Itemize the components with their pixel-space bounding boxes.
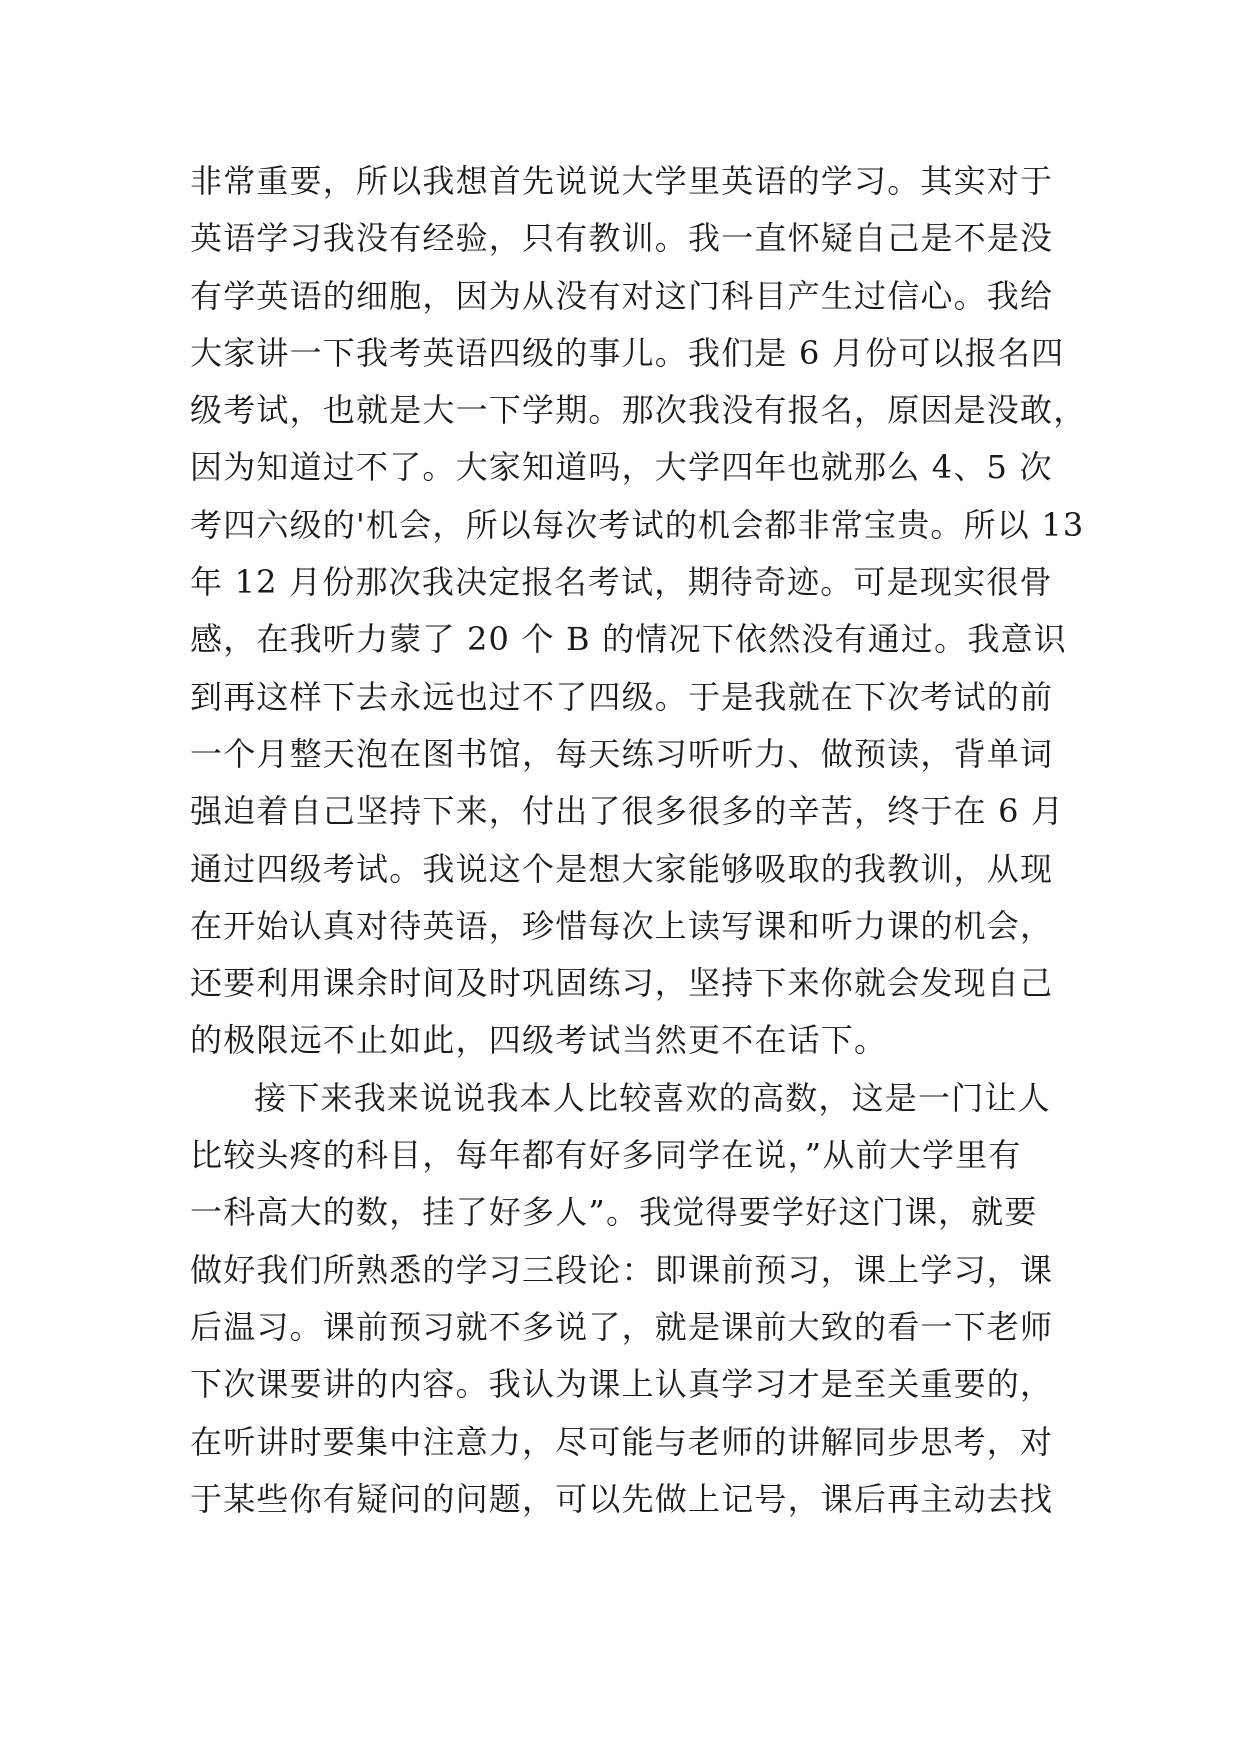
text-line: 还要利用课余时间及时巩固练习，坚持下来你就会发现自己: [190, 964, 1054, 1003]
text-line: 大家讲一下我考英语四级的事儿。我们是 6 月份可以报名四: [190, 333, 1065, 372]
text-line: 下次课要讲的内容。我认为课上认真学习才是至关重要的，: [190, 1365, 1054, 1404]
text-line: 在听讲时要集中注意力，尽可能与老师的讲解同步思考，对: [190, 1422, 1054, 1461]
text-line: 因为知道过不了。大家知道吗，大学四年也就那么 4、5 次: [190, 448, 1053, 487]
text-line: 做好我们所熟悉的学习三段论：即课前预习，课上学习，课: [190, 1250, 1054, 1289]
text-line: 比较头疼的科目，每年都有好多同学在说，”从前大学里有: [190, 1136, 1022, 1175]
text-line: 在开始认真对待英语，珍惜每次上读写课和听力课的机会，: [190, 906, 1054, 945]
text-line: 英语学习我没有经验，只有教训。我一直怀疑自己是不是没: [190, 219, 1054, 258]
text-line: 通过四级考试。我说这个是想大家能够吸取的我教训，从现: [190, 849, 1054, 888]
paragraph-start-line: 接下来我来说说我本人比较喜欢的高数，这是一门让人: [254, 1078, 1051, 1117]
text-line: 非常重要，所以我想首先说说大学里英语的学习。其实对于: [190, 162, 1054, 200]
text-line: 感，在我听力蒙了 20 个 B 的情况下依然没有通过。我意识: [190, 620, 1067, 659]
text-line: 到再这样下去永远也过不了四级。于是我就在下次考试的前: [190, 677, 1054, 716]
text-line: 考四六级的'机会，所以每次考试的机会都非常宝贵。所以 13: [190, 505, 1085, 544]
text-line: 有学英语的细胞，因为从没有对这门科目产生过信心。我给: [190, 276, 1054, 315]
text-line: 级考试，也就是大一下学期。那次我没有报名，原因是没敢，: [190, 391, 1087, 430]
text-line: 一科高大的数，挂了好多人”。我觉得要学好这门课，就要: [190, 1193, 1038, 1232]
text-line: 后温习。课前预习就不多说了，就是课前大致的看一下老师: [190, 1307, 1054, 1346]
text-line: 一个月整天泡在图书馆，每天练习听听力、做预读，背单词: [190, 734, 1054, 773]
text-line: 的极限远不止如此，四级考试当然更不在话下。: [190, 1021, 888, 1060]
document-page: [190, 153, 1087, 1528]
text-line: 强迫着自己坚持下来，付出了很多很多的辛苦，终于在 6 月: [190, 792, 1065, 831]
text-line: 年 12 月份那次我决定报名考试，期待奇迹。可是现实很骨: [190, 563, 1053, 602]
text-line: 于某些你有疑问的问题，可以先做上记号，课后再主动去找: [190, 1479, 1054, 1518]
